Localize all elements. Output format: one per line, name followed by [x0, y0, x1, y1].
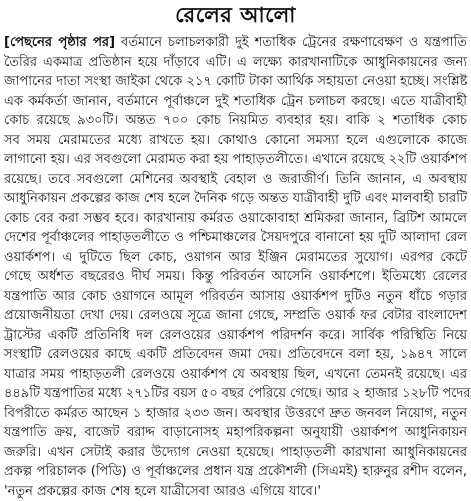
article-line-text: বর্তমানে চলাচলকারী দুই শতাধিক ট্রেনের রক্ষণাবেক্ষণ ও যন্ত্রপাতি [115, 35, 467, 50]
article-line: যাত্রার সময় পাহাড়তলী রেলওয়ে ওয়ার্কশপ যে অবস্থায় ছিল, এখনো তেমনই রয়েছে। এর [4, 365, 467, 385]
article-line: কোচ বের করা সম্ভব হবে। কারখানায় কর্মরত ওয়াকোবাহা শ্রমিকরা জানান, ব্রিটিশ আমলে [4, 209, 467, 229]
article-headline: রেলের আলো [0, 2, 471, 28]
article-line: প্রকল্প পরিচালক (পিডি) ও পূর্বাঞ্চলের প্রধান যন্ত্র প্রকৌশলী (সিএমই) হারুনুর রশীদ বলেন, [4, 462, 467, 482]
article-line: এক কর্মকর্তা জানান, বর্তমানে পূর্বাঞ্চলে দুই শতাধিক ট্রেন চলাচল করছে। এতে যাত্রীবাহী [4, 92, 467, 112]
article-line: যন্ত্রপাতি আর কোচ ওয়াগনে আমূল পরিবর্তন আসায় ওয়ার্কশপ দুটিও নতুন ধাঁচে গড়ার [4, 287, 467, 307]
article-line: ওয়ার্কশপ। এ দুটিতে ছিল কোচ, ওয়াগন আর ইঞ্জিন মেরামতের সুযোগ। এরপর কেটে [4, 248, 467, 268]
article-line: দেশের পূর্বাঞ্চলের পাহাড়তলীতে ও পশ্চিমাঞ্চলের সৈয়দপুরে বানানো হয় দুটি আলাদা রেল [4, 228, 467, 248]
article-line: সংস্থাটি রেলওয়ের কাছে একটি প্রতিবেদন জমা দেয়। প্রতিবেদনে বলা হয়, ১৯৪৭ সালে [4, 345, 467, 365]
article-line: বিপরীতে কর্মরত আছেন ১ হাজার ২৩৩ জন। অবস্থার উত্তরণে দ্রুত জনবল নিয়োগ, নতুন [4, 404, 467, 424]
article-line: লাগানো হয়। এর সবগুলো মেরামত করা হয় পাহাড়তলীতে। এখানে রয়েছে ২২টি ওয়ার্কশপ [4, 150, 467, 170]
article-line: রয়েছে। তবে সবগুলো মেশিনের অবস্থাই বেহাল ও জরাজীর্ণ। তিনি জানান, এ অবস্থায় [4, 170, 467, 190]
article-line: যন্ত্রপাতি ক্রয়, বাজেট বরাদ্দ বাড়ানোসহ মহাপরিকল্পনা অনুযায়ী ওয়ার্কশপ আধুনিকায়ন [4, 423, 467, 443]
article-line: আধুনিকায়ন প্রকল্পের কাজ শেষ হলে দৈনিক গড়ে অন্তত যাত্রীবাহী দুটি এবং মালবাহী চারটি [4, 189, 467, 209]
article-line: সব সময় মেরামতের মধ্যে রাখতে হয়। কোথাও কোনো সমস্যা হলে এগুলোকে কাজে [4, 131, 467, 151]
article-line: কোচ রয়েছে ৯৩০টি। অন্তত ৭০০ কোচ নিয়মিত ব্যবহার হয়। বাকি ২ শতাধিক কোচ [4, 111, 467, 131]
article-line: ৪৪৯টি যন্ত্রপাতির মধ্যে ২৭১টির বয়স ৫০ বছর পেরিয়ে গেছে। আর ২ হাজার ১২৮টি পদের [4, 384, 467, 404]
article-line: প্রয়োজনীয়তা দেখা দেয়। রেলওয়ে সূত্রে জানা গেছে, সম্প্রতি ওয়ার্ক ফর বেটার বাংলাদেশ [4, 306, 467, 326]
article-line: গেছে অর্ধশত বছরেরও দীর্ঘ সময়। কিন্তু পরিবর্তন আসেনি ওয়ার্কশপে। ইতিমধ্যে রেলের [4, 267, 467, 287]
article-line: 'নতুন প্রকল্পের কাজ শেষ হলে যাত্রীসেবা আরও এগিয়ে যাবে।' [4, 482, 467, 501]
continued-from-tag: [পেছনের পৃষ্ঠার পর] [4, 35, 115, 50]
article-line: ট্রাস্টের একটি প্রতিনিধি দল রেলওয়ের ওয়ার্কশপ পরিদর্শন করে। সার্বিক পরিস্থিতি নিয়ে [4, 326, 467, 346]
article-line: জাপানের দাতা সংস্থা জাইকা থেকে ২১৭ কোটি টাকা আর্থিক সহায়তা নেওয়া হচ্ছে। সংশ্লিষ্ট [4, 72, 467, 92]
article-line: তৈরির একমাত্র প্রতিষ্ঠান হয়ে দাঁড়াবে এটি। এ লক্ষ্যে কারখানাটিকে আধুনিকায়নের জন্য [4, 53, 467, 73]
article-line: জরুরি। এখন সেটাই করার উদ্যোগ নেওয়া হয়েছে। পাহাড়তলী কারখানা আধুনিকায়নের [4, 443, 467, 463]
article-line [4, 33, 467, 53]
article-body [4, 33, 467, 453]
